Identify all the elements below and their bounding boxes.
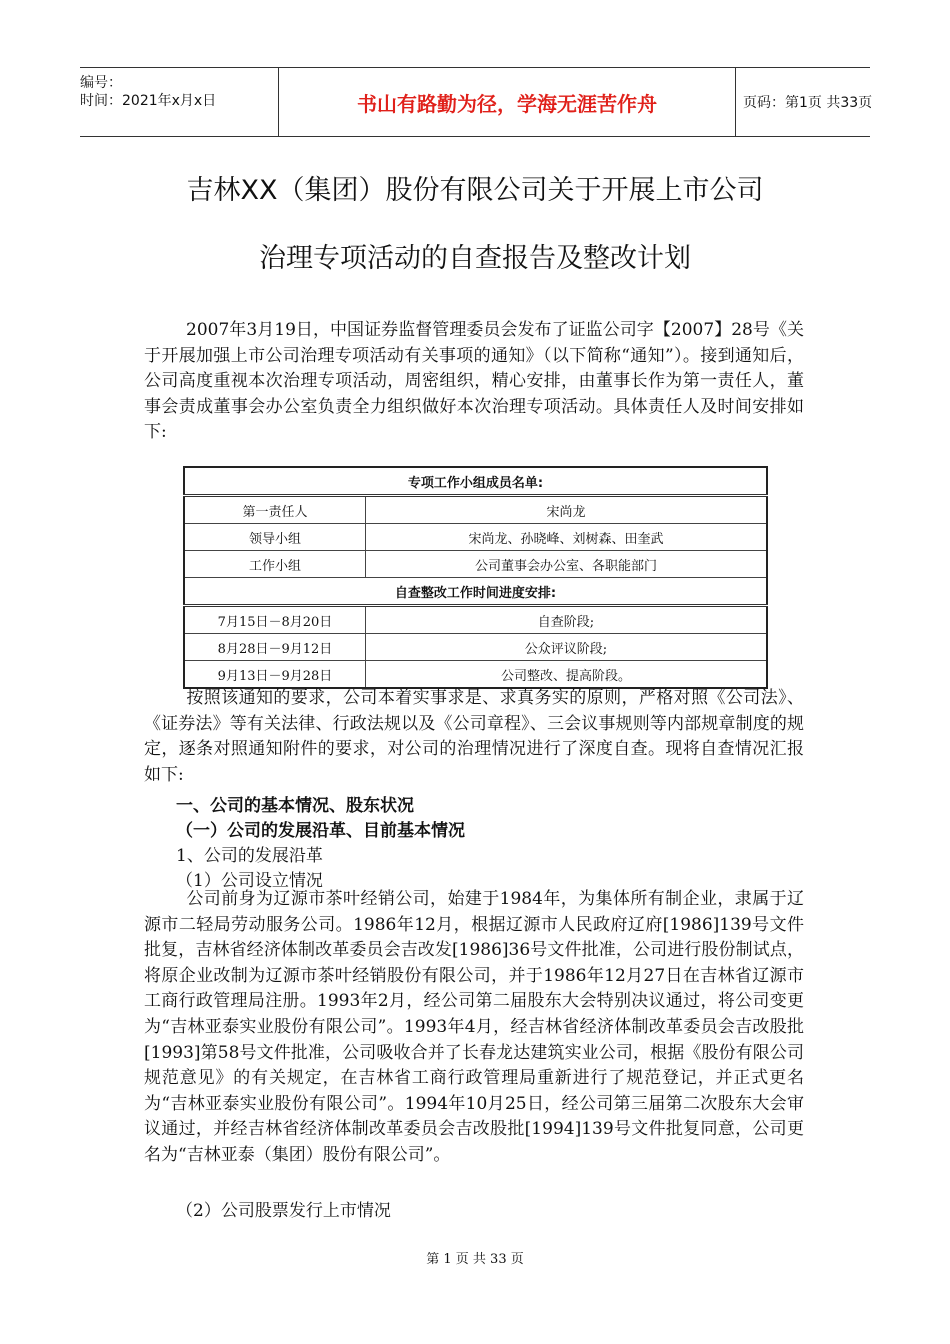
intro-paragraph <box>144 318 804 446</box>
table-row <box>184 551 767 578</box>
schedule-stage: 自查阶段; <box>366 606 768 634</box>
header-meta <box>80 68 278 142</box>
table-row <box>184 524 767 551</box>
intro-text: 2007年3月19日，中国证券监督管理委员会发布了证监公司字【2007】28号《关于开展加强上市公司治理专项活动有关事项的通知》（以下简称“通知”）。接到通知后，公司高度重视本次治理专项活动，周密组织，精心安排，由董事长作为第一责任人，董事会责成董事会办公室负责全力组织做好本次治理专项活动。具体责任人及时间安排如下: <box>144 320 804 443</box>
schedule-stage: 公众评议阶段; <box>366 634 768 661</box>
table-row <box>184 661 767 689</box>
member-value: 公司董事会办公室、各职能部门 <box>366 551 768 578</box>
doc-title-line2: 治理专项活动的自查报告及整改计划 <box>259 243 691 274</box>
serial-label: 编号： <box>80 75 122 91</box>
member-label: 第一责任人 <box>184 496 366 524</box>
heading-5: （2）公司股票发行上市情况 <box>176 1201 391 1221</box>
page-footer: 第 1 页 共 33 页 <box>426 1252 524 1267</box>
table-row <box>184 606 767 634</box>
member-label: 领导小组 <box>184 524 366 551</box>
para2-text: 按照该通知的要求，公司本着实事求是、求真务实的原则，严格对照《公司法》、《证券法》等有关法律、行政法规以及《公司章程》、三会议事规则等内部规章制度的规定，逐条对照通知附件的要求，对公司的治理情况进行了深度自查。现将自查情况汇报如下: <box>144 688 804 785</box>
table-row <box>184 634 767 661</box>
schedule-header: 自查整改工作时间进度安排: <box>184 578 767 606</box>
schedule-stage: 公司整改、提高阶段。 <box>366 661 768 689</box>
page-header <box>80 67 873 137</box>
heading-2: （一）公司的发展沿革、目前基本情况 <box>176 821 465 841</box>
header-page-info: 页码：第1页 共33页 <box>743 95 873 111</box>
heading-4: （1）公司设立情况 <box>176 871 323 891</box>
time-label: 时间：2021年x月x日 <box>80 93 217 109</box>
member-value: 宋尚龙、孙晓峰、刘树森、田奎武 <box>366 524 768 551</box>
work-group-table <box>183 466 768 689</box>
paragraph-2 <box>144 686 804 788</box>
member-label: 工作小组 <box>184 551 366 578</box>
heading-3: 1、公司的发展沿革 <box>176 846 323 866</box>
schedule-period: 9月13日－9月28日 <box>184 661 366 689</box>
schedule-period: 8月28日－9月12日 <box>184 634 366 661</box>
para3-text: 公司前身为辽源市茶叶经销公司，始建于1984年，为集体所有制企业，隶属于辽源市二轻局劳动服务公司。1986年12月，根据辽源市人民政府辽府[1986]139号文件批复，吉林省经济体制改革委员会吉改发[1986]36号文件批准，公司进行股份制试点，将原企业改制为辽源市茶叶经销股份有限公司，并于1986年12月27日在吉林省辽源市工商行政管理局注册。1993年2月，经公司第二届股东大会特别决议通过，将公司变更为“吉林亚泰实业股份有限公司”。1993年4月，经吉林省经济体制改革委员会吉改股批[1993]第58号文件批准，公司吸收合并了长春龙达建筑实业公司，根据《股份有限公司规范意见》的有关规定，在吉林省工商行政管理局重新进行了规范登记，并正式更名为“吉林亚泰实业股份有限公司”。1994年10月25日，经公司第三届第二次股东大会审议通过，并经吉林省经济体制改革委员会吉改股批[1994]139号文件批复同意，公司更名为“吉林亚泰（集团）股份有限公司”。 <box>144 889 804 1165</box>
paragraph-3 <box>144 887 804 1169</box>
members-header: 专项工作小组成员名单: <box>184 467 767 496</box>
doc-title-line1: 吉林XX（集团）股份有限公司关于开展上市公司 <box>186 175 764 206</box>
table-row <box>184 496 767 524</box>
member-value: 宋尚龙 <box>366 496 768 524</box>
header-motto: 书山有路勤为径，学海无涯苦作舟 <box>278 68 736 136</box>
schedule-period: 7月15日－8月20日 <box>184 606 366 634</box>
heading-1: 一、公司的基本情况、股东状况 <box>176 796 414 816</box>
